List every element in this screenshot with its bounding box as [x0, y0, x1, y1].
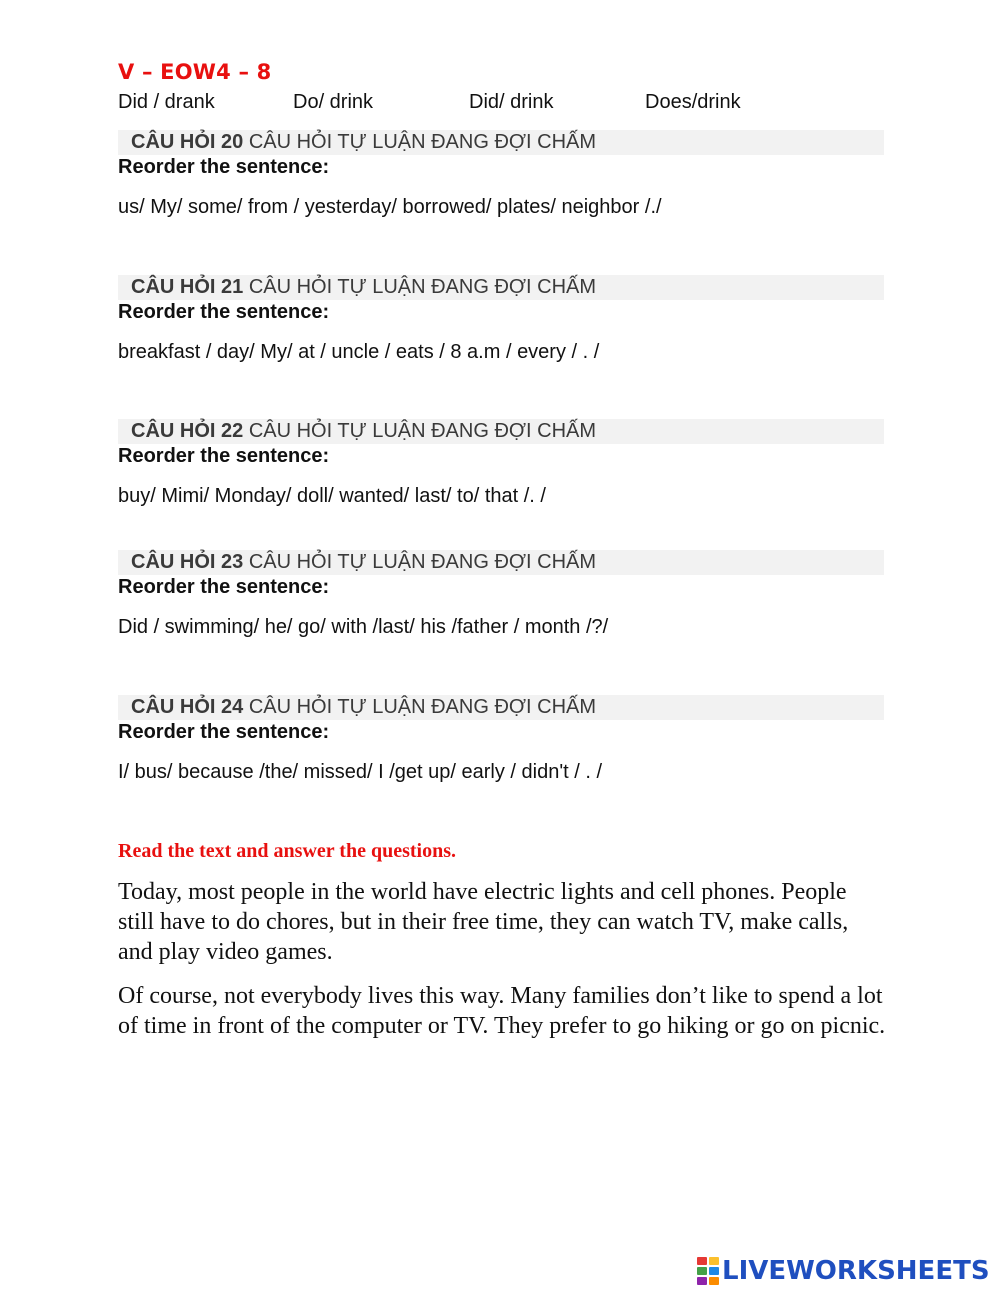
reading-heading: Read the text and answer the questions. — [118, 840, 456, 862]
question-status: CÂU HỎI TỰ LUẬN ĐANG ĐỢI CHẤM — [248, 551, 597, 573]
question-status: CÂU HỎI TỰ LUẬN ĐANG ĐỢI CHẤM — [248, 696, 597, 718]
question-status-line — [131, 275, 596, 300]
question-status-line — [131, 695, 596, 720]
question-status-line — [131, 550, 596, 575]
question-number: CÂU HỎI 21 — [131, 276, 244, 298]
logo-icon — [697, 1257, 719, 1285]
question-status-line — [131, 419, 596, 444]
question-status: CÂU HỎI TỰ LUẬN ĐANG ĐỢI CHẤM — [248, 276, 597, 298]
answer-option: Did / drank — [118, 91, 215, 113]
question-instruction: Reorder the sentence: — [118, 301, 330, 323]
question-number: CÂU HỎI 20 — [131, 131, 244, 153]
answer-options — [118, 91, 878, 117]
answer-option: Did/ drink — [469, 91, 554, 113]
question-instruction: Reorder the sentence: — [118, 445, 330, 467]
reading-paragraph: Of course, not everybody lives this way. Many families don’t like to spend a lot of time in front of the computer or TV. They prefer to go hiking or go on picnic. — [118, 983, 886, 1039]
question-number: CÂU HỎI 24 — [131, 696, 244, 718]
question-status-line — [131, 130, 596, 155]
question-number: CÂU HỎI 23 — [131, 551, 244, 573]
question-number: CÂU HỎI 22 — [131, 420, 244, 442]
scrambled-words: Did / swimming/ he/ go/ with /last/ his /father / month /?/ — [118, 616, 609, 638]
scrambled-words: us/ My/ some/ from / yesterday/ borrowed/ plates/ neighbor /./ — [118, 196, 662, 218]
liveworksheets-logo — [697, 1255, 990, 1287]
question-status: CÂU HỎI TỰ LUẬN ĐANG ĐỢI CHẤM — [248, 420, 597, 442]
question-instruction: Reorder the sentence: — [118, 721, 330, 743]
reading-paragraph: Today, most people in the world have electric lights and cell phones. People still have to do chores, but in their free time, they can watch TV, make calls, and play video games. — [118, 879, 849, 965]
answer-option: Do/ drink — [293, 91, 374, 113]
question-status: CÂU HỎI TỰ LUẬN ĐANG ĐỢI CHẤM — [248, 131, 597, 153]
scrambled-words: buy/ Mimi/ Monday/ doll/ wanted/ last/ to/ that /. / — [118, 485, 546, 507]
worksheet-title: V – EOW4 – 8 — [118, 60, 272, 84]
scrambled-words: I/ bus/ because /the/ missed/ I /get up/ early / didn't / . / — [118, 761, 603, 783]
scrambled-words: breakfast / day/ My/ at / uncle / eats / 8 a.m / every / . / — [118, 341, 600, 363]
answer-option: Does/drink — [645, 91, 741, 113]
logo-text: LIVEWORKSHEETS — [722, 1256, 990, 1286]
question-instruction: Reorder the sentence: — [118, 576, 330, 598]
question-instruction: Reorder the sentence: — [118, 156, 330, 178]
